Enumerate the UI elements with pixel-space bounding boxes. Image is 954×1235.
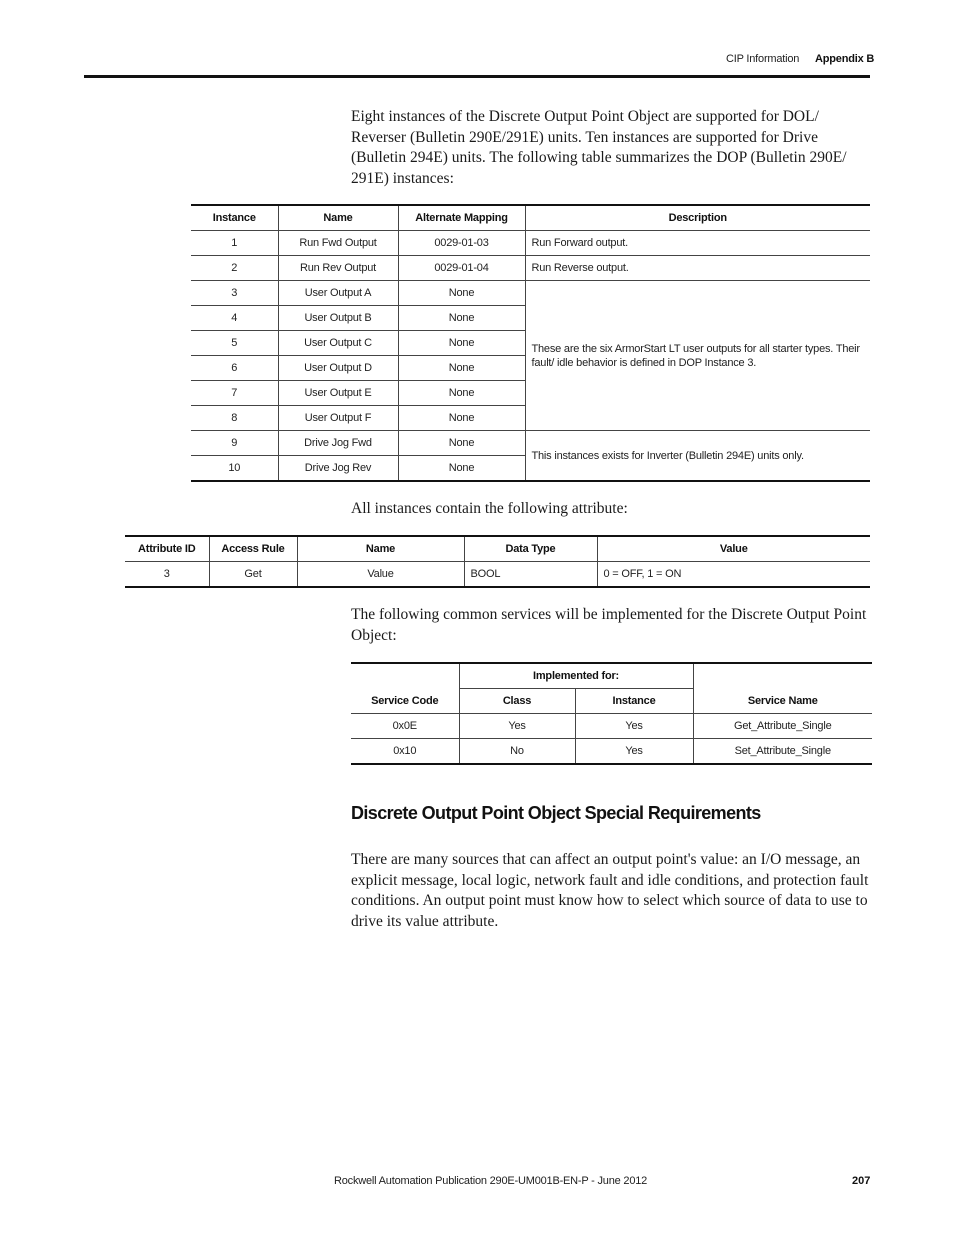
- col-header-attribute-id: Attribute ID: [125, 536, 209, 562]
- table-row: [191, 231, 870, 256]
- cell-service-code: 0x0E: [351, 714, 459, 739]
- cell-instance: Yes: [575, 739, 693, 765]
- cell-mapping: 0029-01-03: [398, 231, 525, 256]
- attribute-table: [125, 535, 870, 588]
- cell-name: User Output C: [278, 331, 398, 356]
- cell-instance: 2: [191, 256, 278, 281]
- col-header-description: Description: [525, 205, 870, 231]
- cell-mapping: 0029-01-04: [398, 256, 525, 281]
- table-row: [125, 562, 870, 588]
- section-heading: Discrete Output Point Object Special Requirements: [351, 803, 761, 823]
- cell-instance: 3: [191, 281, 278, 306]
- cell-name: Value: [297, 562, 464, 588]
- cell-data-type: BOOL: [464, 562, 597, 588]
- cell-instance: 9: [191, 431, 278, 456]
- cell-mapping: None: [398, 356, 525, 381]
- page-number: 207: [852, 1175, 871, 1187]
- cell-mapping: None: [398, 281, 525, 306]
- cell-value: 0 = OFF, 1 = ON: [597, 562, 870, 588]
- cell-instance: Yes: [575, 714, 693, 739]
- cell-service-code: 0x10: [351, 739, 459, 765]
- cell-description-user-outputs: These are the six ArmorStart LT user outputs for all starter types. Their fault/ idle behavior is defined in DOP Instance 3.: [525, 281, 870, 431]
- intro-paragraph: Eight instances of the Discrete Output Point Object are supported for DOL/ Reverser (Bulletin 290E/291E) units. Ten instances are supported for Drive (Bulletin 294E) units. The following table summarizes the DOP (Bulletin 290E/ 291E) instances:: [351, 108, 847, 187]
- running-header-section: CIP Information: [726, 53, 800, 65]
- cell-mapping: None: [398, 431, 525, 456]
- col-header-name: Name: [297, 536, 464, 562]
- table-header-row: [191, 205, 870, 231]
- col-header-alternate-mapping: Alternate Mapping: [398, 205, 525, 231]
- col-header-instance: Instance: [191, 205, 278, 231]
- col-header-value: Value: [597, 536, 870, 562]
- footer-publication: Rockwell Automation Publication 290E-UM001B-EN-P - June 2012: [334, 1175, 648, 1187]
- cell-name: Run Fwd Output: [278, 231, 398, 256]
- cell-name: Run Rev Output: [278, 256, 398, 281]
- table-row: [191, 256, 870, 281]
- instances-table: [191, 204, 870, 482]
- attribute-paragraph: All instances contain the following attribute:: [351, 500, 628, 517]
- cell-class: Yes: [459, 714, 575, 739]
- running-header-appendix: Appendix B: [815, 53, 875, 65]
- cell-service-name: Get_Attribute_Single: [693, 714, 872, 739]
- table-row: [191, 431, 870, 456]
- cell-description: Run Forward output.: [525, 231, 870, 256]
- cell-instance: 6: [191, 356, 278, 381]
- cell-description-drive-jog: This instances exists for Inverter (Bulletin 294E) units only.: [525, 431, 870, 482]
- col-header-class: Class: [459, 689, 575, 714]
- services-paragraph: The following common services will be implemented for the Discrete Output Point Object:: [351, 606, 867, 644]
- cell-mapping: None: [398, 381, 525, 406]
- cell-instance: 1: [191, 231, 278, 256]
- col-header-service-name: Service Name: [693, 663, 872, 714]
- header-rule: [84, 75, 870, 78]
- cell-name: User Output A: [278, 281, 398, 306]
- cell-name: User Output E: [278, 381, 398, 406]
- cell-class: No: [459, 739, 575, 765]
- cell-name: Drive Jog Rev: [278, 456, 398, 482]
- cell-name: User Output D: [278, 356, 398, 381]
- cell-name: User Output B: [278, 306, 398, 331]
- cell-description: Run Reverse output.: [525, 256, 870, 281]
- cell-instance: 4: [191, 306, 278, 331]
- table-row: [351, 739, 872, 765]
- cell-mapping: None: [398, 331, 525, 356]
- col-header-data-type: Data Type: [464, 536, 597, 562]
- cell-attribute-id: 3: [125, 562, 209, 588]
- cell-access-rule: Get: [209, 562, 297, 588]
- cell-name: Drive Jog Fwd: [278, 431, 398, 456]
- cell-mapping: None: [398, 406, 525, 431]
- table-row: [351, 714, 872, 739]
- cell-service-name: Set_Attribute_Single: [693, 739, 872, 765]
- cell-name: User Output F: [278, 406, 398, 431]
- cell-instance: 8: [191, 406, 278, 431]
- cell-mapping: None: [398, 456, 525, 482]
- col-header-name: Name: [278, 205, 398, 231]
- cell-instance: 5: [191, 331, 278, 356]
- cell-mapping: None: [398, 306, 525, 331]
- table-header-row: [125, 536, 870, 562]
- col-header-implemented-for: Implemented for:: [459, 663, 693, 689]
- col-header-access-rule: Access Rule: [209, 536, 297, 562]
- cell-instance: 10: [191, 456, 278, 482]
- table-header-row: [351, 663, 872, 689]
- col-header-service-code: Service Code: [351, 663, 459, 714]
- cell-instance: 7: [191, 381, 278, 406]
- requirements-paragraph: There are many sources that can affect an output point's value: an I/O message, an explicit message, local logic, network fault and idle conditions, and protection fault conditions. An output point must know how to select which source of data to use to drive its value attribute.: [351, 851, 869, 930]
- services-table: [351, 662, 872, 765]
- table-row: [191, 281, 870, 306]
- col-header-instance: Instance: [575, 689, 693, 714]
